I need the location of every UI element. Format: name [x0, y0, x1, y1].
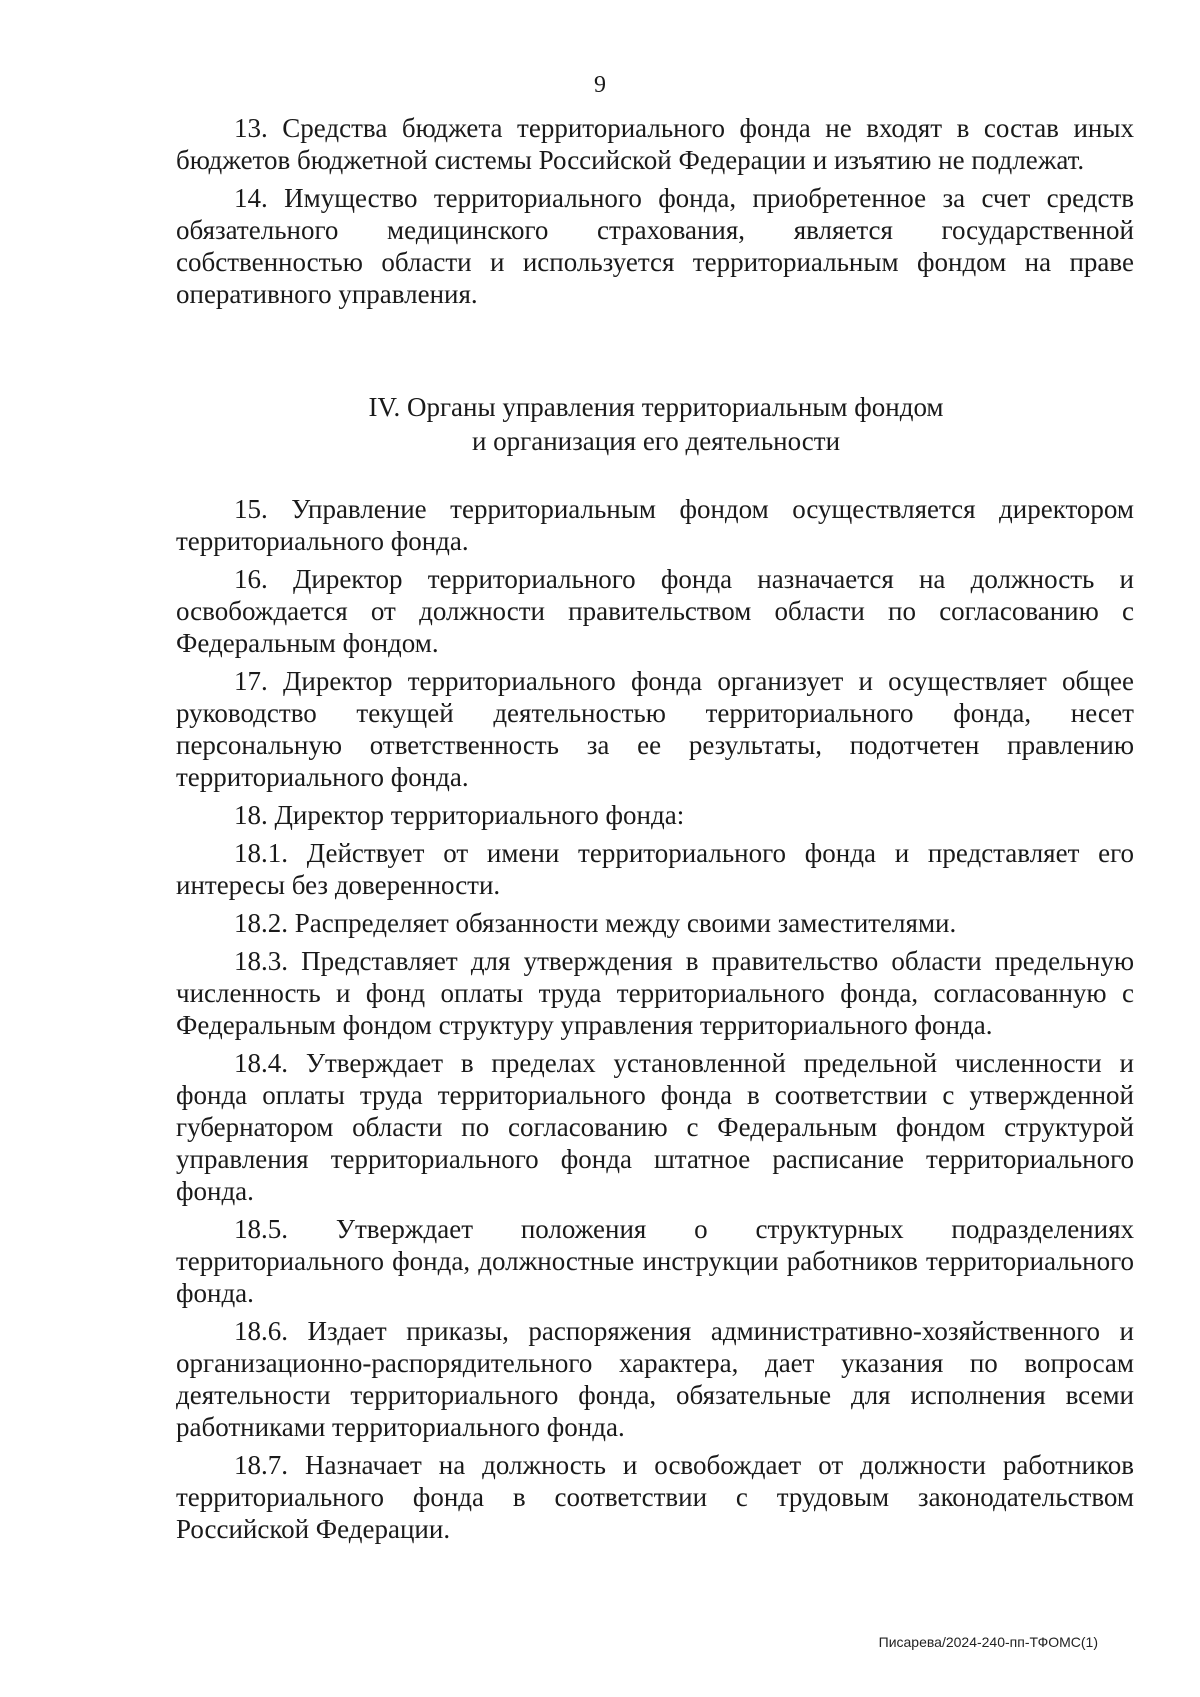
paragraph-18-5: 18.5. Утверждает положения о структурных подразделениях территориального фонда, должностные инструкции работников территориального фонда. [176, 1214, 1134, 1308]
paragraph-16: 16. Директор территориального фонда назначается на должность и освобождается от должности правительством области по согласованию с Федеральным фондом. [176, 564, 1134, 658]
paragraph-18-2: 18.2. Распределяет обязанности между своими заместителями. [234, 908, 957, 938]
section-property-paragraphs [176, 112, 1134, 316]
paragraph-18-6: 18.6. Издает приказы, распоряжения административно-хозяйственного и организационно-распорядительного характера, дает указания по вопросам деятельности территориального фонда, обязательные для исполнения всеми работниками территориального фонда. [176, 1316, 1134, 1442]
paragraph-13: 13. Средства бюджета территориального фонда не входят в состав иных бюджетов бюджетной системы Российской Федерации и изъятию не подлежат. [176, 113, 1134, 175]
paragraph-18-1: 18.1. Действует от имени территориального фонда и представляет его интересы без доверенности. [176, 838, 1134, 900]
paragraph-17: 17. Директор территориального фонда организует и осуществляет общее руководство текущей деятельностью территориального фонда, несет персональную ответственность за ее результаты, подотчетен правлению территориального фонда. [176, 666, 1134, 792]
section-management-paragraphs [176, 493, 1134, 1551]
page-number: 9 [594, 72, 606, 98]
section-heading [0, 390, 1200, 458]
paragraph-18-7: 18.7. Назначает на должность и освобождает от должности работников территориального фонда в соответствии с трудовым законодательством Российской Федерации. [176, 1450, 1134, 1544]
document-footer-reference: Писарева/2024-240-пп-ТФОМС(1) [878, 1634, 1098, 1650]
section-heading-line-2: и организация его деятельности [471, 426, 841, 456]
paragraph-15: 15. Управление территориальным фондом осуществляется директором территориального фонда. [176, 494, 1134, 556]
paragraph-18-3: 18.3. Представляет для утверждения в правительство области предельную численность и фонд оплаты труда территориального фонда, согласованную с Федеральным фондом структуру управления территориального фонда. [176, 946, 1134, 1040]
paragraph-14: 14. Имущество территориального фонда, приобретенное за счет средств обязательного медицинского страхования, является государственной собственностью области и используется территориальным фондом на праве оперативного управления. [176, 183, 1134, 309]
paragraph-18-4: 18.4. Утверждает в пределах установленной предельной численности и фонда оплаты труда территориального фонда в соответствии с утвержденной губернатором области по согласованию с Федеральным фондом структурой управления территориального фонда штатное расписание территориального фонда. [176, 1048, 1134, 1206]
paragraph-18: 18. Директор территориального фонда: [234, 800, 685, 830]
section-heading-line-1: IV. Органы управления территориальным фондом [368, 392, 944, 422]
